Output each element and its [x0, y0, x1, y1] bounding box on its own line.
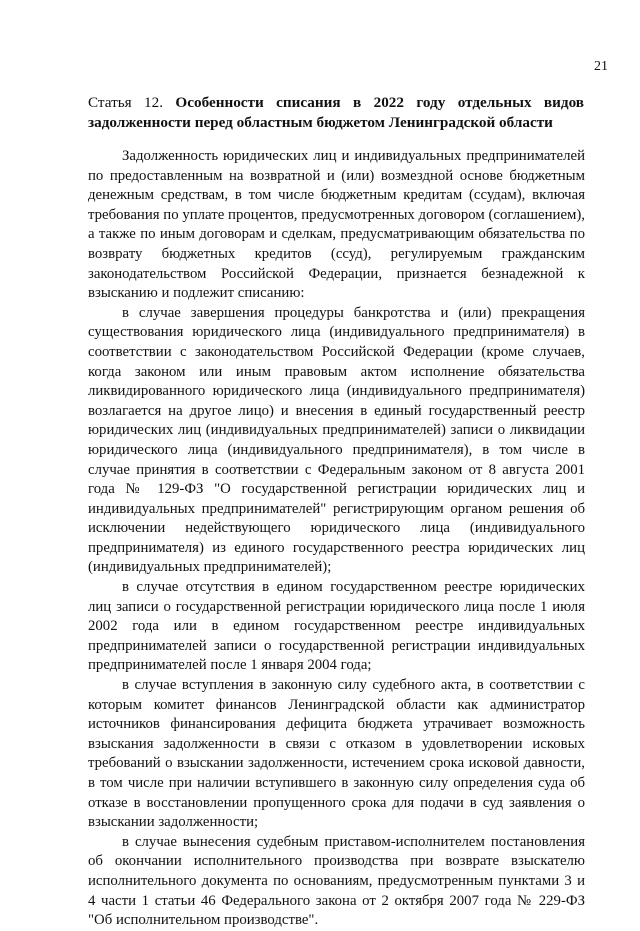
paragraph-registry-absence-case: в случае отсутствия в едином государственном реестре юридических лиц записи о государственной регистрации юридического лица после 1 июля 2002 года или в едином государственном реестре индивидуальных предпринимателей записи о государственной регистрации индивидуальных предпринимателей после 1 января 2004 года; [88, 579, 585, 674]
paragraph-intro: Задолженность юридических лиц и индивидуальных предпринимателей по предоставленным на возвратной и (или) возмездной основе бюджетным денежным средствам, в том числе бюджетным кредитам (ссудам), включая требования по уплате процентов, предусмотренных договором (соглашением), а также по иным договорам и сделкам, предусматривающим обязательства по возврату бюджетных кредитов (ссуд), регулируемым гражданским законодательством Российской Федерации, признается безнадежной к взысканию и подлежит списанию: [88, 148, 585, 302]
page-number: 21 [594, 59, 608, 74]
article-title [88, 93, 584, 133]
article-number: Статья 12. [88, 94, 164, 111]
paragraph-court-act-case: в случае вступления в законную силу судебного акта, в соответствии с которым комитет финансов Ленинградской области как администратор источников финансирования дефицита бюджета утрачивает возможность взыскания задолженности в связи с отказом в удовлетворении исковых требований о взыскании задолженности, истечением срока исковой давности, в том числе при наличии вступившего в законную силу определения суда об отказе в восстановлении пропущенного срока для подачи в суд заявления о взыскании задолженности; [88, 677, 585, 831]
article-heading: Особенности списания в 2022 году отдельных видов задолженности перед областным бюджетом Ленинградской области [88, 94, 584, 131]
paragraph-bankruptcy-case: в случае завершения процедуры банкротства и (или) прекращения существования юридического лица (индивидуального предпринимателя) в соответствии с законодательством Российской Федерации (кроме случаев, когда законом или иным правовым актом исполнение обязательства ликвидированного юридического лица (индивидуального предпринимателя) возлагается на другое лицо) и внесения в единый государственный реестр юридических лиц (индивидуальных предпринимателей) записи о ликвидации юридического лица (индивидуального предпринимателя), в том числе в случае принятия в соответствии с Федеральным законом от 8 августа 2001 года № 129-ФЗ "О государственной регистрации юридических лиц и индивидуальных предпринимателей" регистрирующим органом решения об исключении недействующего юридического лица (индивидуального предпринимателя) из единого государственного реестра юридических лиц (индивидуальных предпринимателей); [88, 304, 585, 576]
paragraph-bailiff-case: в случае вынесения судебным приставом-исполнителем постановления об окончании исполнительного производства при возврате взыскателю исполнительного документа по основаниям, предусмотренным пунктами 3 и 4 части 1 статьи 46 Федерального закона от 2 октября 2007 года № 229-ФЗ "Об исполнительном производстве". [88, 833, 585, 929]
article-body [88, 147, 585, 931]
